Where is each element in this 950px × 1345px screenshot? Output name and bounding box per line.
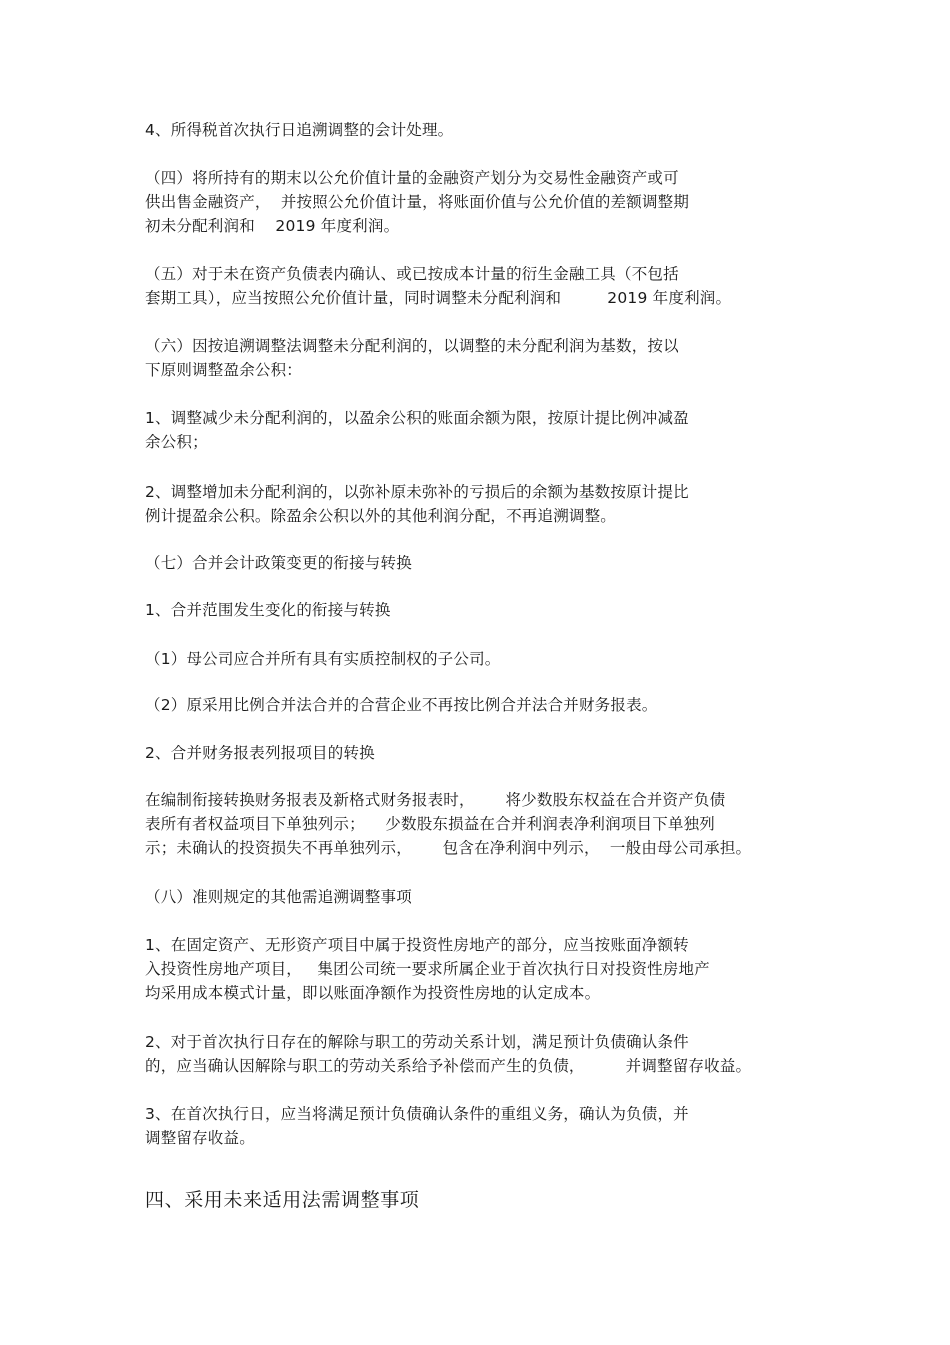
paragraph-parent-company [145, 647, 810, 671]
text-line: （七）合并会计政策变更的衔接与转换 [145, 554, 412, 572]
paragraph-report-items [145, 741, 810, 765]
text-line: 示；未确认的投资损失不再单独列示， 包含在净利润中列示， 一般由母公司承担。 [145, 839, 752, 857]
paragraph-minority-interest [145, 788, 810, 860]
paragraph-termination-benefits [145, 1030, 810, 1078]
paragraph-scope-change [145, 598, 810, 622]
paragraph-joint-venture [145, 693, 810, 717]
paragraph-increase-profit [145, 480, 810, 528]
text-line: 调整留存收益。 [145, 1129, 255, 1147]
text-line: 1、合并范围发生变化的衔接与转换 [145, 601, 391, 619]
text-line: 2、合并财务报表列报项目的转换 [145, 744, 375, 762]
text-line: （四）将所持有的期末以公允价值计量的金融资产划分为交易性金融资产或可 [145, 169, 679, 187]
text-line: （八）准则规定的其他需追溯调整事项 [145, 888, 412, 906]
text-line: 2、对于首次执行日存在的解除与职工的劳动关系计划，满足预计负债确认条件 [145, 1033, 689, 1051]
text-line: 入投资性房地产项目， 集团公司统一要求所属企业于首次执行日对投资性房地产 [145, 960, 710, 978]
text-line: 3、在首次执行日，应当将满足预计负债确认条件的重组义务，确认为负债，并 [145, 1105, 689, 1123]
text-line: 余公积； [145, 433, 208, 451]
paragraph-investment-property [145, 933, 810, 1005]
text-line: （五）对于未在资产负债表内确认、或已按成本计量的衍生金融工具（不包括 [145, 265, 679, 283]
text-line: 下原则调整盈余公积： [145, 361, 303, 379]
paragraph-8-other-matters [145, 885, 810, 909]
text-line: 表所有者权益项目下单独列示； 少数股东损益在合并利润表净利润项目下单独列 [145, 815, 716, 833]
paragraph-7-consolidation [145, 551, 810, 575]
section-heading: 四、采用未来适用法需调整事项 [145, 1189, 420, 1211]
text-line: 的，应当确认因解除与职工的劳动关系给予补偿而产生的负债， 并调整留存收益。 [145, 1057, 752, 1075]
text-line: 在编制衔接转换财务报表及新格式财务报表时， 将少数股东权益在合并资产负债 [145, 791, 726, 809]
paragraph-5-derivatives [145, 262, 810, 310]
text-line: （1）母公司应合并所有具有实质控制权的子公司。 [145, 650, 501, 668]
paragraph-6-surplus-reserve [145, 334, 810, 382]
paragraph-4-fair-value-assets [145, 166, 810, 238]
text-line: 2、调整增加未分配利润的，以弥补原未弥补的亏损后的余额为基数按原计提比 [145, 483, 689, 501]
text-line: 供出售金融资产， 并按照公允价值计量，将账面价值与公允价值的差额调整期 [145, 193, 690, 211]
paragraph-restructuring [145, 1102, 810, 1150]
text-line: 套期工具），应当按照公允价值计量，同时调整未分配利润和 2019 年度利润。 [145, 289, 732, 307]
text-line: （六）因按追溯调整法调整未分配利润的，以调整的未分配利润为基数，按以 [145, 337, 679, 355]
text-line: 4、所得税首次执行日追溯调整的会计处理。 [145, 121, 454, 139]
text-line: （2）原采用比例合并法合并的合营企业不再按比例合并法合并财务报表。 [145, 696, 658, 714]
paragraph-income-tax [145, 118, 810, 142]
text-line: 例计提盈余公积。除盈余公积以外的其他利润分配，不再追溯调整。 [145, 507, 617, 525]
paragraph-decrease-profit [145, 406, 810, 454]
text-line: 均采用成本模式计量，即以账面净额作为投资性房地的认定成本。 [145, 984, 601, 1002]
text-line: 1、在固定资产、无形资产项目中属于投资性房地产的部分，应当按账面净额转 [145, 936, 689, 954]
text-line: 初未分配利润和 2019 年度利润。 [145, 217, 400, 235]
text-line: 1、调整减少未分配利润的，以盈余公积的账面余额为限，按原计提比例冲减盈 [145, 409, 689, 427]
